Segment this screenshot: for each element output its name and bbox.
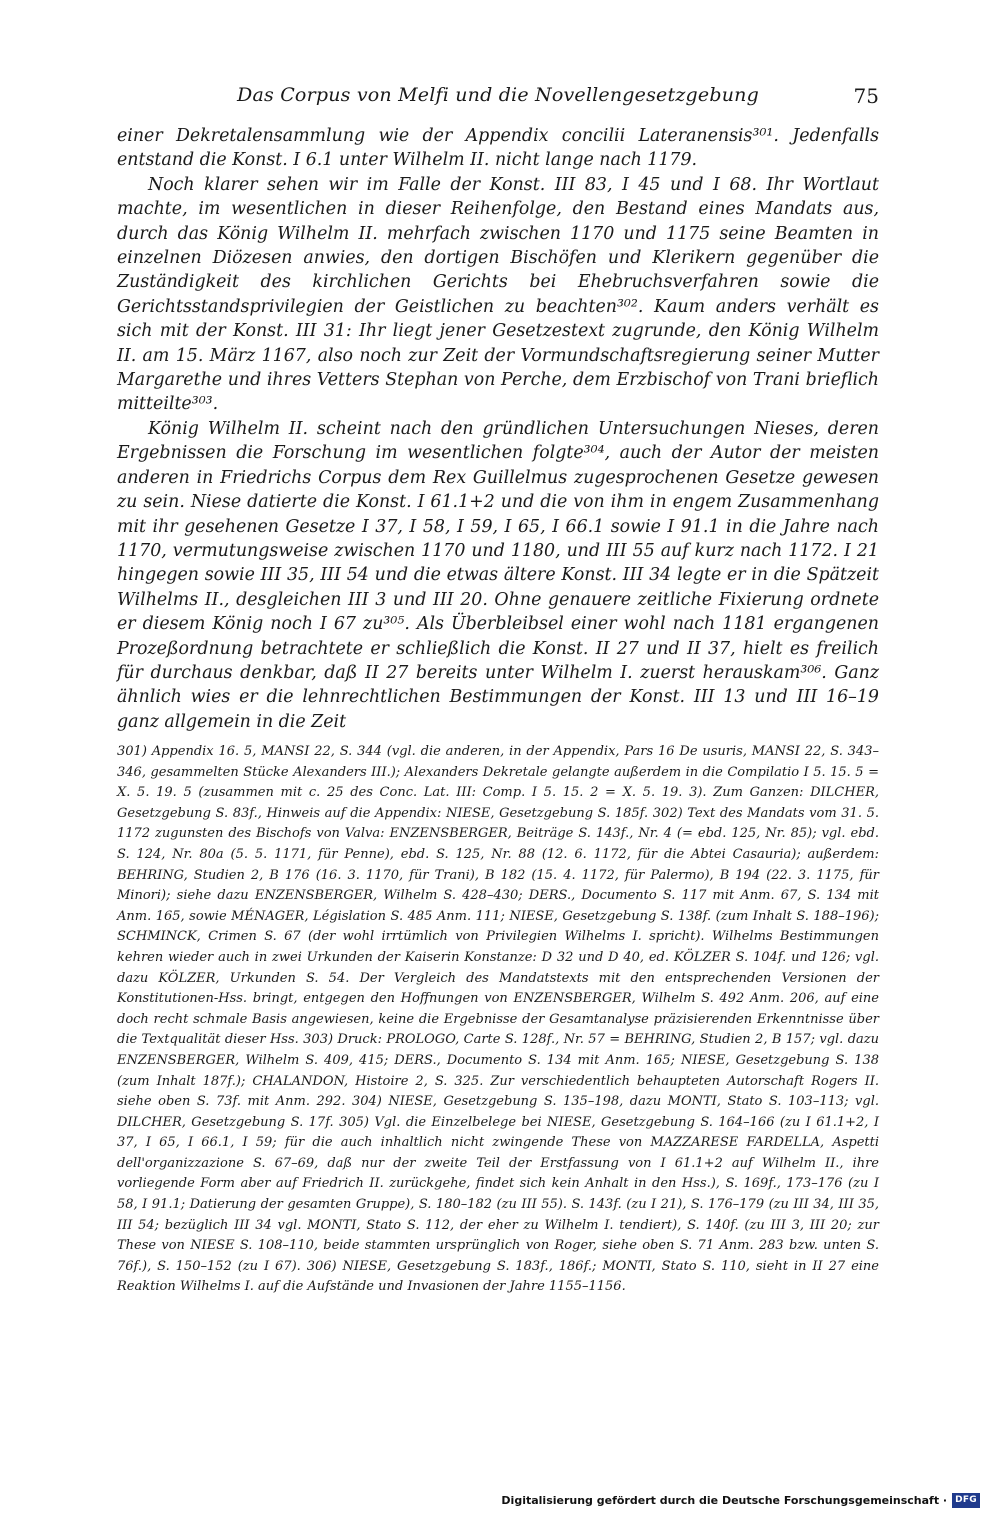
- page-header: [117, 84, 879, 114]
- paragraph: Noch klarer sehen wir im Falle der Konst. III 83, I 45 und I 68. Ihr Wortlaut machte, im wesentlichen in dieser Reihenfolge, den Bestand eines Mandats aus, durch das König Wilhelm II. mehrfach zwischen 1170 und 1175 seine Beamten in einzelnen Diözesen anwies, den dortigen Bischöfen und Klerikern gegenüber die Zuständigkeit des kirchlichen Gerichts bei Ehebruchsverfahren sowie die Gerichtsstandsprivilegien der Geistlichen zu beachten³⁰². Kaum anders verhält es sich mit der Konst. III 31: Ihr liegt jener Gesetzestext zugrunde, den König Wilhelm II. am 15. März 1167, also noch zur Zeit der Vormundschaftsregierung seiner Mutter Margarethe und ihres Vetters Stephan von Perche, dem Erzbischof von Trani brieflich mitteilte³⁰³.: [117, 174, 879, 415]
- page-footer: [501, 1490, 980, 1510]
- paragraph: König Wilhelm II. scheint nach den gründlichen Untersuchungen Nieses, deren Ergebnissen die Forschung im wesentlichen folgte³⁰⁴, auch der Autor der meisten anderen in Friedrichs Corpus dem Rex Guillelmus zugesprochenen Gesetze gewesen zu sein. Niese datierte die Konst. I 61.1+2 und die von ihm in engem Zusammenhang mit ihr gesehenen Gesetze I 37, I 58, I 59, I 65, I 66.1 sowie I 91.1 in die Jahre nach 1170, vermutungsweise zwischen 1170 und 1180, und III 55 auf kurz nach 1172. I 21 hingegen sowie III 35, III 54 und die etwas ältere Konst. III 34 legte er in die Spätzeit Wilhelms II., desgleichen III 3 und III 20. Ohne genauere zeitliche Fixierung ordnete er diesem König noch I 67 zu³⁰⁵. Als Überbleibsel einer wohl nach 1181 ergangenen Prozeßordnung betrachtete er schließlich die Konst. II 27 und II 37, hielt es freilich für durchaus denkbar, daß II 27 bereits unter Wilhelm I. zuerst herauskam³⁰⁶. Ganz ähnlich wies er die lehnrechtlichen Bestimmungen der Konst. III 13 und III 16–19 ganz allgemein in die Zeit: [117, 418, 879, 732]
- running-title: Das Corpus von Melfi und die Novellengesetzgebung: [237, 84, 759, 106]
- footnotes: 301) Appendix 16. 5, MANSI 22, S. 344 (vgl. die anderen, in der Appendix, Pars 16 De usuris, MANSI 22, S. 343–346, gesammelten Stücke Alexanders III.); Alexanders Dekretale gelangte außerdem in die Compilatio I 5. 15. 5 = X. 5. 19. 5 (zusammen mit c. 25 des Conc. Lat. III: Comp. I 5. 15. 2 = X. 5. 19. 3). Zum Ganzen: DILCHER, Gesetzgebung S. 83f., Hinweis auf die Appendix: NIESE, Gesetzgebung S. 185f. 302) Text des Mandats vom 31. 5. 1172 zugunsten des Bischofs von Valva: ENZENSBERGER, Beiträge S. 143f., Nr. 4 (= ebd. 125, Nr. 85); vgl. ebd. S. 124, Nr. 80a (5. 5. 1171, für Penne), ebd. S. 125, Nr. 88 (12. 6. 1172, für die Abtei Casauria); außerdem: BEHRING, Studien 2, B 176 (16. 3. 1170, für Trani), B 182 (15. 4. 1172, für Palermo), B 194 (22. 3. 1175, für Minori); siehe dazu ENZENSBERGER, Wilhelm S. 428–430; DERS., Documento S. 117 mit Anm. 67, S. 134 mit Anm. 165, sowie MÉNAGER, Législation S. 485 Anm. 111; NIESE, Gesetzgebung S. 138f. (zum Inhalt S. 188–196); SCHMINCK, Crimen S. 67 (der wohl irrtümlich von Privilegien Wilhelms I. spricht). Wilhelms Bestimmungen kehren wieder auch in zwei Urkunden der Kaiserin Konstanze: D 32 und D 40, ed. KÖLZER S. 104f. und 126; vgl. dazu KÖLZER, Urkunden S. 54. Der Vergleich des Mandatstexts mit den entsprechenden Versionen der Konstitutionen-Hss. bringt, entgegen den Hoffnungen von ENZENSBERGER, Wilhelm S. 492 Anm. 206, auf eine doch recht schmale Basis angewiesen, keine die Ergebnisse der Gesamtanalyse präzisierenden Erkenntnisse über die Textqualität dieser Hss. 303) Druck: PROLOGO, Carte S. 128f., Nr. 57 = BEHRING, Studien 2, B 157; vgl. dazu ENZENSBERGER, Wilhelm S. 409, 415; DERS., Documento S. 134 mit Anm. 165; NIESE, Gesetzgebung S. 138 (zum Inhalt 187f.); CHALANDON, Histoire 2, S. 325. Zur verschiedentlich behaupteten Autorschaft Rogers II. siehe oben S. 73f. mit Anm. 292. 304) NIESE, Gesetzgebung S. 135–198, dazu MONTI, Stato S. 103–113; vgl. DILCHER, Gesetzgebung S. 17f. 305) Vgl. die Einzelbelege bei NIESE, Gesetzgebung S. 164–166 (zu I 61.1+2, I 37, I 65, I 66.1, I 59; für die auch inhaltlich nicht zwingende These von MAZZARESE FARDELLA, Aspetti dell'organizzazione S. 67–69, daß nur der zweite Teil der Erstfassung von I 61.1+2 auf Wilhelm II., ihre vorliegende Form aber auf Friedrich II. zurückgehe, findet sich kein Anhalt in den Hss.), S. 169f., 173–176 (zu I 58, I 91.1; Datierung der gesamten Gruppe), S. 180–182 (zu III 55). S. 143f. (zu I 21), S. 176–179 (zu III 34, III 35, III 54; bezüglich III 34 vgl. MONTI, Stato S. 112, der eher zu Wilhelm I. tendiert), S. 140f. (zu III 3, III 20; zur These von NIESE S. 108–110, beide stammten ursprünglich von Roger, siehe oben S. 71 Anm. 283 bzw. unten S. 76f.), S. 150–152 (zu I 67). 306) NIESE, Gesetzgebung S. 183f., 186f.; MONTI, Stato S. 110, sieht in II 27 eine Reaktion Wilhelms I. auf die Aufstände und Invasionen der Jahre 1155–1156.: [117, 744, 879, 1295]
- paragraph: einer Dekretalensammlung wie der Appendix concilii Lateranensis³⁰¹. Jedenfalls entstand die Konst. I 6.1 unter Wilhelm II. nicht lange nach 1179.: [117, 126, 879, 171]
- dfg-logo: DFG: [952, 1493, 980, 1508]
- digitization-credit: Digitalisierung gefördert durch die Deutsche Forschungsgemeinschaft ·: [501, 1493, 948, 1507]
- body-text: [117, 124, 879, 734]
- page-number: 75: [853, 84, 879, 108]
